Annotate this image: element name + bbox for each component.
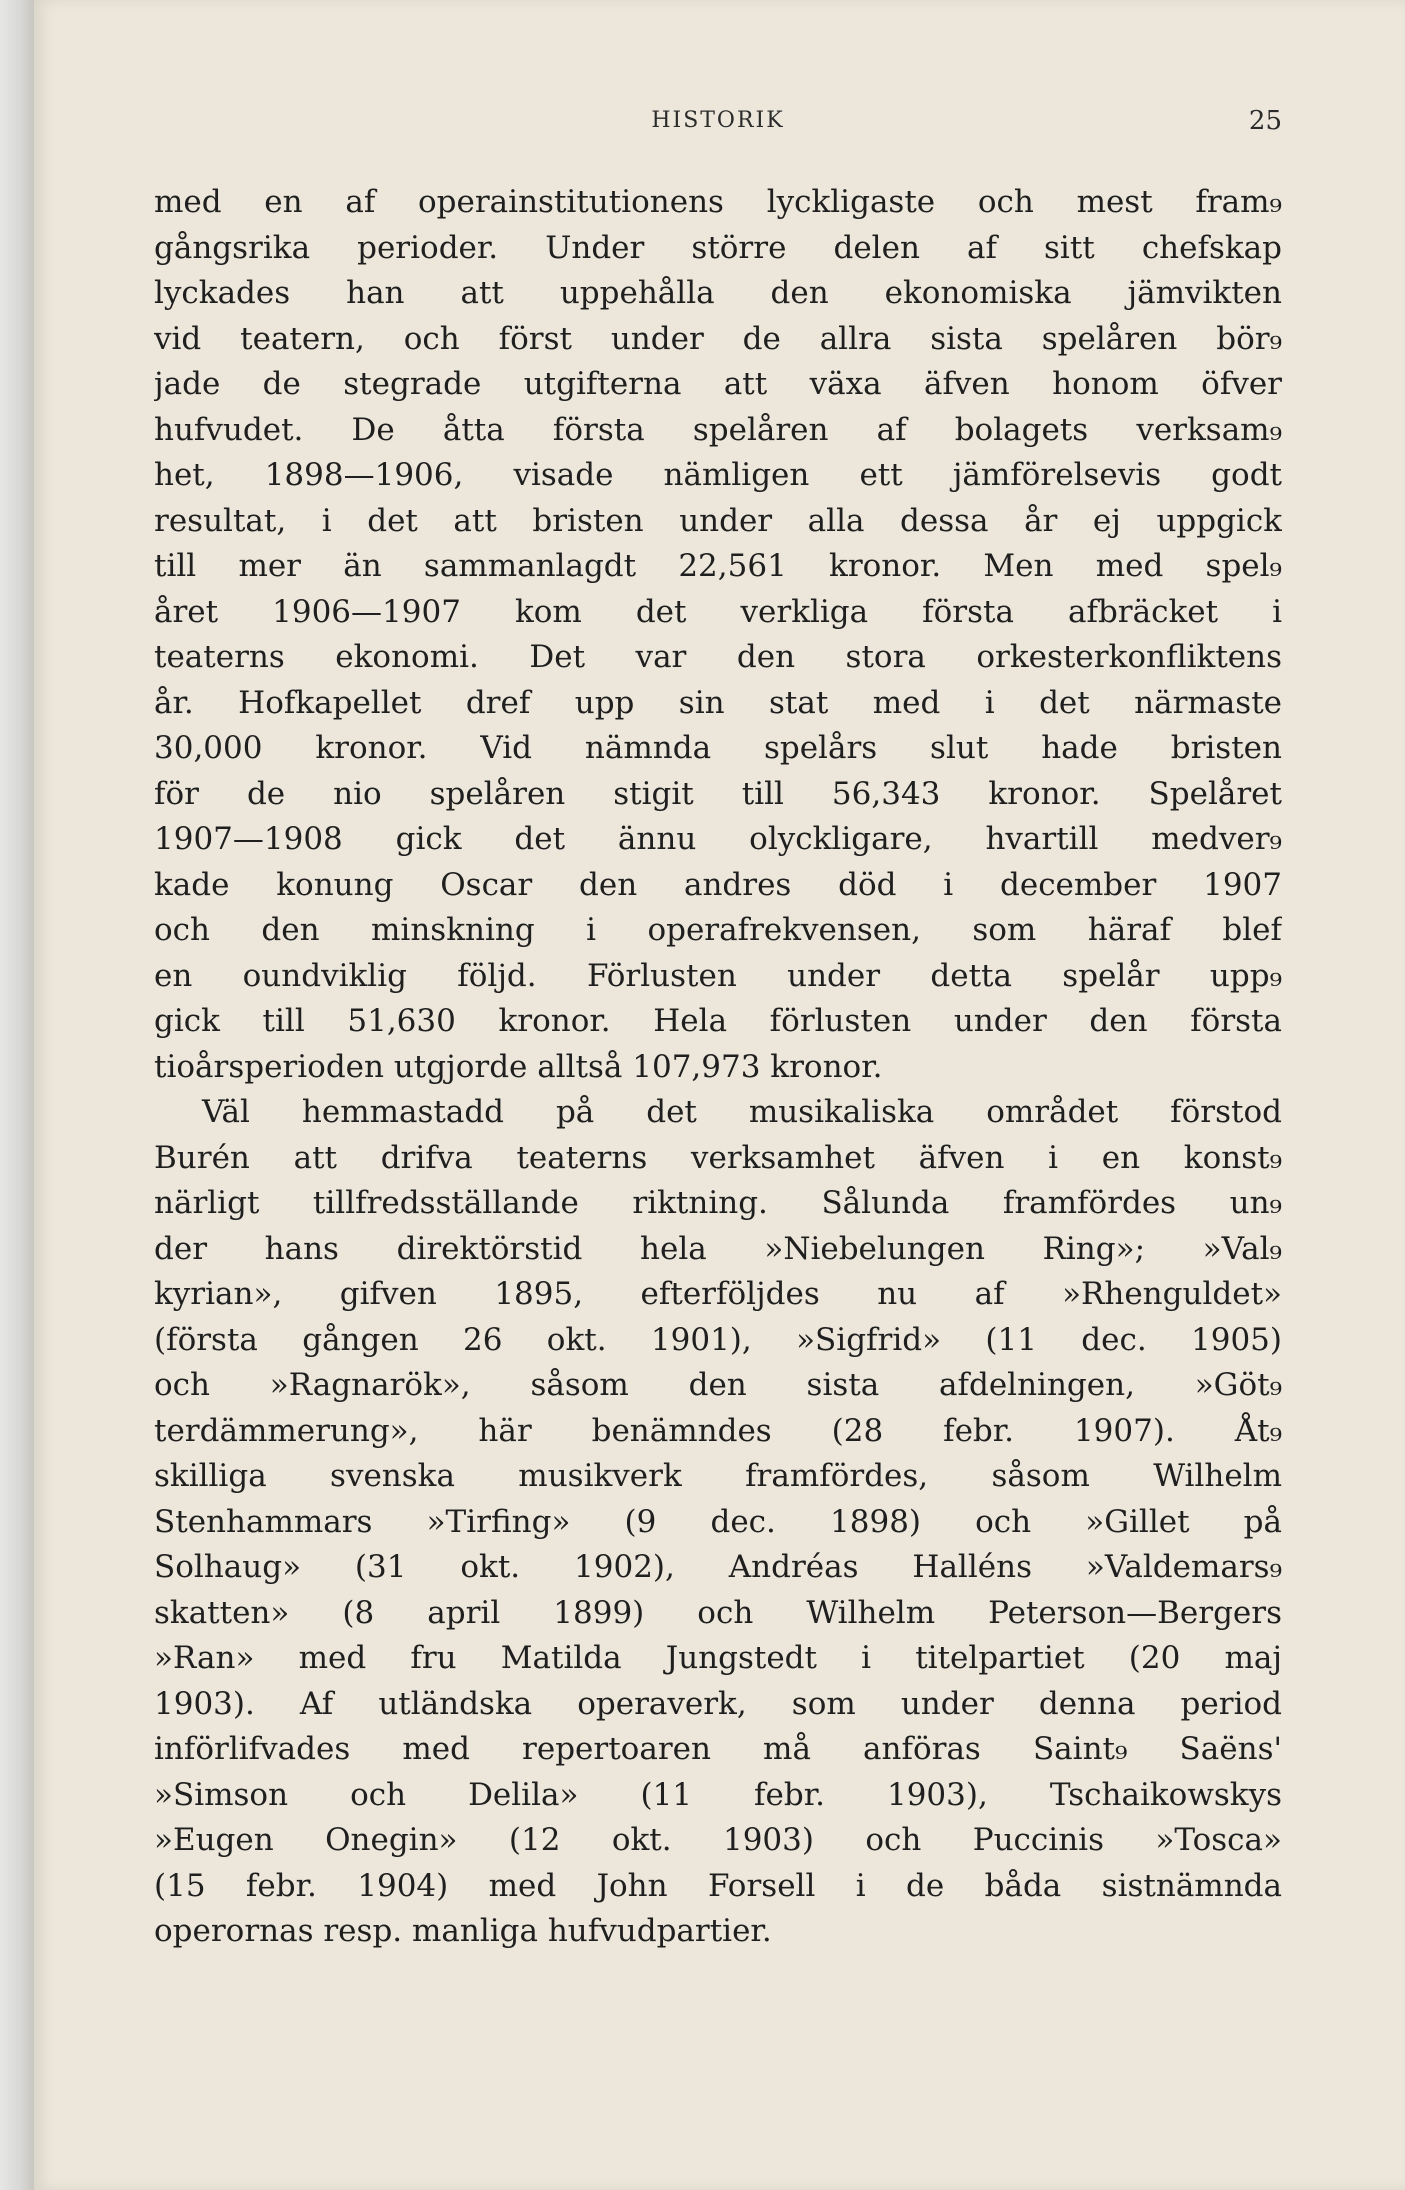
text-line: och »Ragnarök», såsom den sista afdelningen, »Göt₉ [154, 1367, 1282, 1403]
text-line: teaterns ekonomi. Det var den stora orkesterkonfliktens [154, 639, 1282, 675]
text-line: närligt tillfredsställande riktning. Sålunda framfördes un₉ [154, 1185, 1282, 1221]
body-text [154, 180, 1282, 1955]
text-line: till mer än sammanlagdt 22,561 kronor. Men med spel₉ [154, 548, 1282, 584]
text-line: införlifvades med repertoaren må anföras Saint₉ Saëns' [154, 1731, 1282, 1767]
text-line: med en af operainstitutionens lyckligaste och mest fram₉ [154, 184, 1282, 220]
text-line: operornas resp. manliga hufvudpartier. [154, 1913, 772, 1949]
text-line: Väl hemmastadd på det musikaliska området förstod [202, 1094, 1282, 1130]
paragraph-2 [154, 1090, 1282, 1955]
text-line: jade de stegrade utgifterna att växa äfven honom öfver [154, 366, 1282, 402]
text-line: lyckades han att uppehålla den ekonomiska jämvikten [154, 275, 1282, 311]
text-line: vid teatern, och först under de allra sista spelåren bör₉ [154, 320, 1282, 357]
text-line: en oundviklig följd. Förlusten under detta spelår upp₉ [154, 957, 1282, 994]
text-line: år. Hofkapellet dref upp sin stat med i det närmaste [154, 684, 1282, 721]
text-line: gick till 51,630 kronor. Hela förlusten under den första [154, 1003, 1282, 1039]
text-line: året 1906—1907 kom det verkliga första afbräcket i [154, 593, 1282, 630]
text-line: hufvudet. De åtta första spelåren af bolagets verksam₉ [154, 411, 1282, 448]
text-line: »Ran» med fru Matilda Jungstedt i titelpartiet (20 maj [154, 1640, 1282, 1676]
text-line: Burén att drifva teaterns verksamhet äfven i en konst₉ [154, 1139, 1282, 1176]
text-line: 30,000 kronor. Vid nämnda spelårs slut hade bristen [154, 730, 1282, 766]
text-line: gångsrika perioder. Under större delen af sitt chefskap [154, 229, 1282, 266]
text-line: kyrian», gifven 1895, efterföljdes nu af »Rhenguldet» [154, 1276, 1282, 1312]
text-line: Stenhammars »Tirfing» (9 dec. 1898) och »Gillet på [154, 1503, 1282, 1540]
text-line: 1903). Af utländska operaverk, som under denna period [154, 1685, 1282, 1722]
running-title: HISTORIK [651, 108, 785, 133]
text-line: tioårsperioden utgjorde alltså 107,973 kronor. [154, 1048, 883, 1085]
text-line: och den minskning i operafrekvensen, som häraf blef [154, 912, 1282, 948]
text-line: het, 1898—1906, visade nämligen ett jämförelsevis godt [154, 457, 1282, 493]
book-page [34, 0, 1405, 2190]
text-line: skilliga svenska musikverk framfördes, såsom Wilhelm [154, 1458, 1282, 1494]
text-line: (första gången 26 okt. 1901), »Sigfrid» (11 dec. 1905) [154, 1321, 1282, 1358]
text-line: kade konung Oscar den andres död i december 1907 [154, 866, 1282, 903]
text-line: der hans direktörstid hela »Niebelungen Ring»; »Val₉ [154, 1230, 1282, 1267]
page-number: 25 [1248, 106, 1282, 136]
text-line: »Eugen Onegin» (12 okt. 1903) och Puccinis »Tosca» [154, 1822, 1282, 1858]
paragraph-1 [154, 180, 1282, 1090]
text-line: Solhaug» (31 okt. 1902), Andréas Halléns »Valdemars₉ [154, 1549, 1282, 1585]
text-line: för de nio spelåren stigit till 56,343 kronor. Spelåret [154, 775, 1282, 812]
text-line: terdämmerung», här benämndes (28 febr. 1907). Åt₉ [154, 1412, 1282, 1449]
text-line: 1907—1908 gick det ännu olyckligare, hvartill medver₉ [154, 821, 1282, 857]
text-line: resultat, i det att bristen under alla dessa år ej uppgick [154, 502, 1282, 539]
text-line: (15 febr. 1904) med John Forsell i de båda sistnämnda [154, 1867, 1282, 1904]
scan-edge [0, 0, 34, 2190]
text-line: »Simson och Delila» (11 febr. 1903), Tschaikowskys [154, 1776, 1282, 1813]
text-line: skatten» (8 april 1899) och Wilhelm Peterson—Bergers [154, 1594, 1282, 1631]
page-header [154, 108, 1282, 148]
